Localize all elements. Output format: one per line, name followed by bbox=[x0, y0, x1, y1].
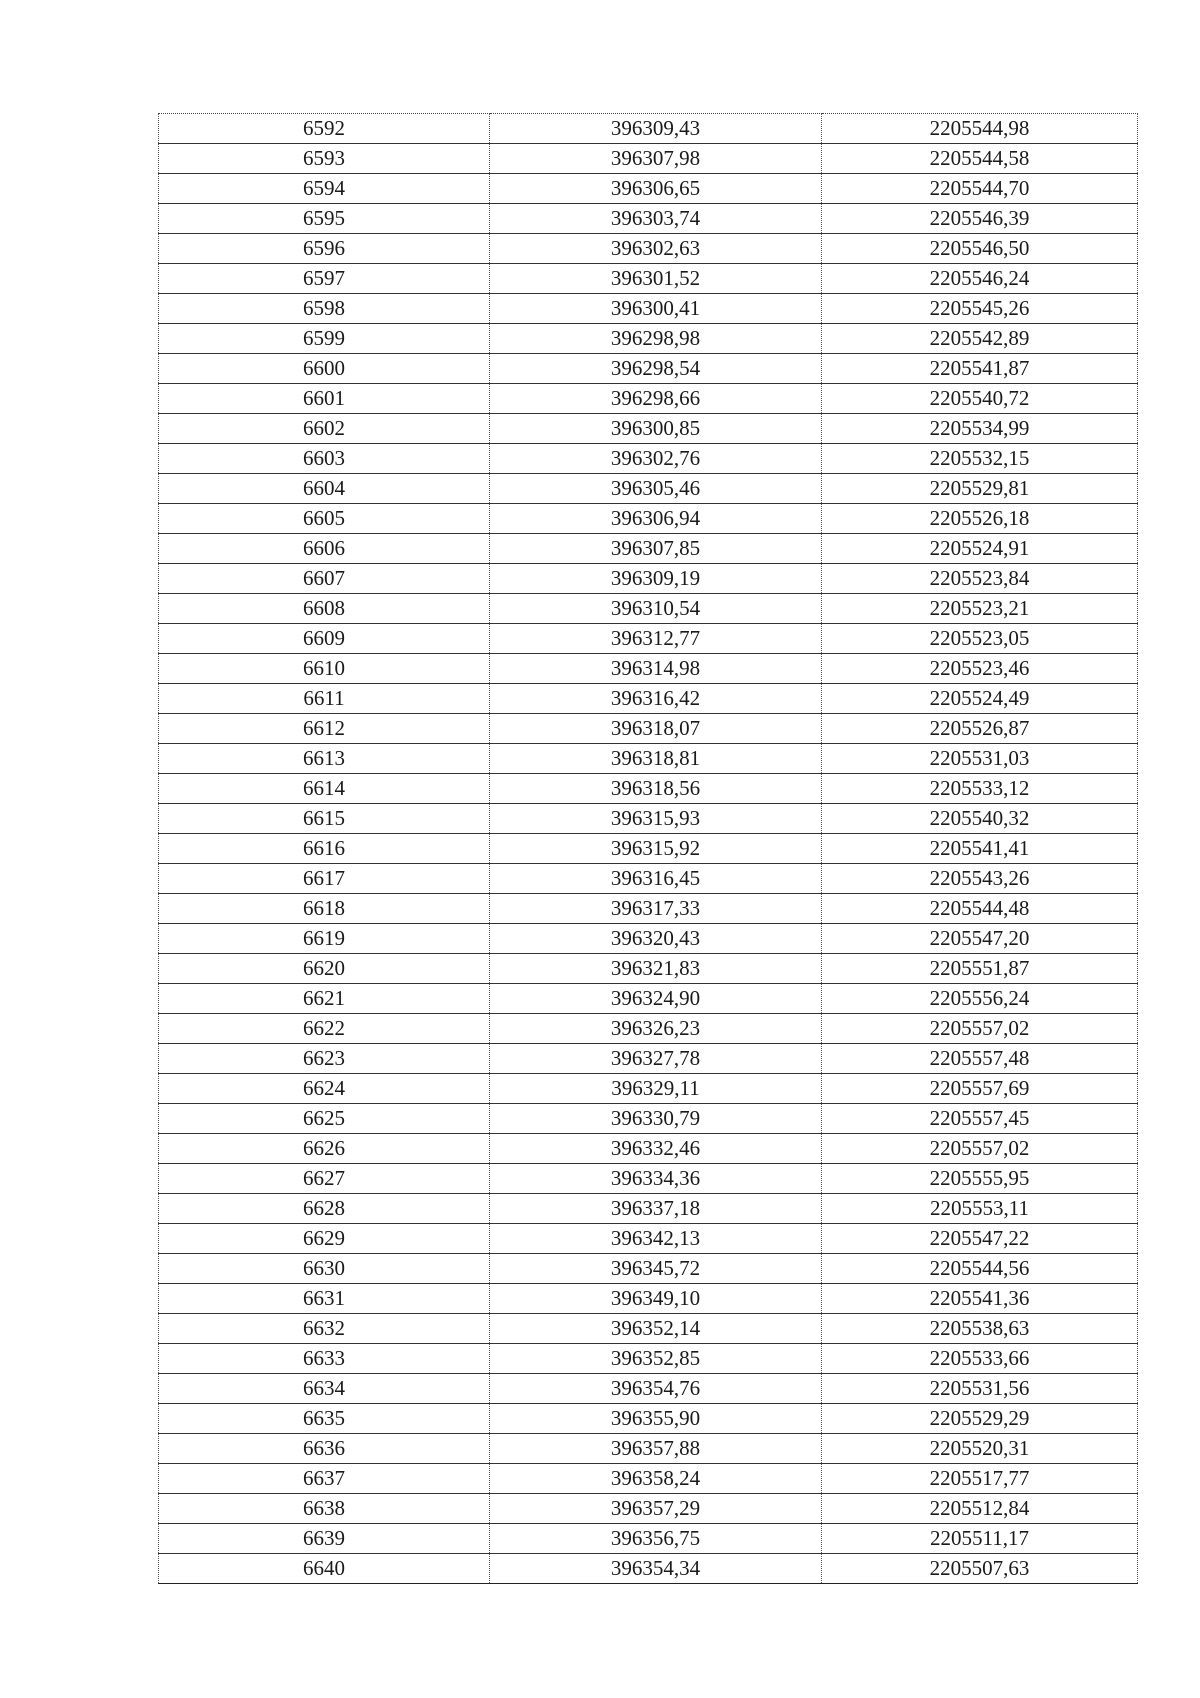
y-coordinate-cell: 2205557,69 bbox=[822, 1074, 1138, 1104]
x-coordinate-cell: 396310,54 bbox=[490, 594, 822, 624]
table-row bbox=[159, 1404, 1138, 1434]
point-number-cell: 6628 bbox=[159, 1194, 490, 1224]
x-coordinate-cell: 396312,77 bbox=[490, 624, 822, 654]
x-coordinate-cell: 396303,74 bbox=[490, 204, 822, 234]
point-number-cell: 6609 bbox=[159, 624, 490, 654]
table-row bbox=[159, 1254, 1138, 1284]
point-number-cell: 6606 bbox=[159, 534, 490, 564]
point-number-cell: 6631 bbox=[159, 1284, 490, 1314]
y-coordinate-cell: 2205533,66 bbox=[822, 1344, 1138, 1374]
table-row bbox=[159, 1134, 1138, 1164]
y-coordinate-cell: 2205546,24 bbox=[822, 264, 1138, 294]
y-coordinate-cell: 2205512,84 bbox=[822, 1494, 1138, 1524]
table-row bbox=[159, 534, 1138, 564]
point-number-cell: 6638 bbox=[159, 1494, 490, 1524]
y-coordinate-cell: 2205533,12 bbox=[822, 774, 1138, 804]
table-row bbox=[159, 414, 1138, 444]
y-coordinate-cell: 2205511,17 bbox=[822, 1524, 1138, 1554]
point-number-cell: 6620 bbox=[159, 954, 490, 984]
point-number-cell: 6639 bbox=[159, 1524, 490, 1554]
y-coordinate-cell: 2205523,46 bbox=[822, 654, 1138, 684]
x-coordinate-cell: 396355,90 bbox=[490, 1404, 822, 1434]
point-number-cell: 6593 bbox=[159, 144, 490, 174]
y-coordinate-cell: 2205546,39 bbox=[822, 204, 1138, 234]
table-row bbox=[159, 924, 1138, 954]
point-number-cell: 6616 bbox=[159, 834, 490, 864]
table-row bbox=[159, 594, 1138, 624]
y-coordinate-cell: 2205553,11 bbox=[822, 1194, 1138, 1224]
x-coordinate-cell: 396320,43 bbox=[490, 924, 822, 954]
y-coordinate-cell: 2205544,98 bbox=[822, 114, 1138, 144]
x-coordinate-cell: 396306,94 bbox=[490, 504, 822, 534]
table-row bbox=[159, 1494, 1138, 1524]
x-coordinate-cell: 396307,98 bbox=[490, 144, 822, 174]
x-coordinate-cell: 396314,98 bbox=[490, 654, 822, 684]
point-number-cell: 6632 bbox=[159, 1314, 490, 1344]
y-coordinate-cell: 2205544,70 bbox=[822, 174, 1138, 204]
y-coordinate-cell: 2205542,89 bbox=[822, 324, 1138, 354]
table-row bbox=[159, 1464, 1138, 1494]
y-coordinate-cell: 2205526,18 bbox=[822, 504, 1138, 534]
point-number-cell: 6633 bbox=[159, 1344, 490, 1374]
y-coordinate-cell: 2205557,02 bbox=[822, 1134, 1138, 1164]
x-coordinate-cell: 396315,93 bbox=[490, 804, 822, 834]
x-coordinate-cell: 396330,79 bbox=[490, 1104, 822, 1134]
y-coordinate-cell: 2205520,31 bbox=[822, 1434, 1138, 1464]
table-row bbox=[159, 1164, 1138, 1194]
point-number-cell: 6621 bbox=[159, 984, 490, 1014]
y-coordinate-cell: 2205523,21 bbox=[822, 594, 1138, 624]
x-coordinate-cell: 396356,75 bbox=[490, 1524, 822, 1554]
y-coordinate-cell: 2205541,36 bbox=[822, 1284, 1138, 1314]
point-number-cell: 6611 bbox=[159, 684, 490, 714]
point-number-cell: 6610 bbox=[159, 654, 490, 684]
x-coordinate-cell: 396318,81 bbox=[490, 744, 822, 774]
table-row bbox=[159, 684, 1138, 714]
table-row bbox=[159, 1554, 1138, 1584]
table-row bbox=[159, 1014, 1138, 1044]
x-coordinate-cell: 396305,46 bbox=[490, 474, 822, 504]
y-coordinate-cell: 2205524,91 bbox=[822, 534, 1138, 564]
table-row bbox=[159, 714, 1138, 744]
point-number-cell: 6602 bbox=[159, 414, 490, 444]
point-number-cell: 6624 bbox=[159, 1074, 490, 1104]
x-coordinate-cell: 396321,83 bbox=[490, 954, 822, 984]
x-coordinate-cell: 396318,07 bbox=[490, 714, 822, 744]
table-row bbox=[159, 744, 1138, 774]
table-row bbox=[159, 564, 1138, 594]
x-coordinate-cell: 396358,24 bbox=[490, 1464, 822, 1494]
point-number-cell: 6597 bbox=[159, 264, 490, 294]
point-number-cell: 6629 bbox=[159, 1224, 490, 1254]
x-coordinate-cell: 396342,13 bbox=[490, 1224, 822, 1254]
y-coordinate-cell: 2205557,02 bbox=[822, 1014, 1138, 1044]
x-coordinate-cell: 396309,43 bbox=[490, 114, 822, 144]
x-coordinate-cell: 396302,76 bbox=[490, 444, 822, 474]
table-row bbox=[159, 864, 1138, 894]
point-number-cell: 6603 bbox=[159, 444, 490, 474]
table-row bbox=[159, 234, 1138, 264]
x-coordinate-cell: 396318,56 bbox=[490, 774, 822, 804]
y-coordinate-cell: 2205531,56 bbox=[822, 1374, 1138, 1404]
table-row bbox=[159, 1104, 1138, 1134]
y-coordinate-cell: 2205517,77 bbox=[822, 1464, 1138, 1494]
point-number-cell: 6637 bbox=[159, 1464, 490, 1494]
x-coordinate-cell: 396298,54 bbox=[490, 354, 822, 384]
table-row bbox=[159, 504, 1138, 534]
x-coordinate-cell: 396349,10 bbox=[490, 1284, 822, 1314]
y-coordinate-cell: 2205523,05 bbox=[822, 624, 1138, 654]
table-row bbox=[159, 834, 1138, 864]
point-number-cell: 6623 bbox=[159, 1044, 490, 1074]
x-coordinate-cell: 396317,33 bbox=[490, 894, 822, 924]
table-row bbox=[159, 984, 1138, 1014]
point-number-cell: 6630 bbox=[159, 1254, 490, 1284]
x-coordinate-cell: 396337,18 bbox=[490, 1194, 822, 1224]
point-number-cell: 6595 bbox=[159, 204, 490, 234]
point-number-cell: 6635 bbox=[159, 1404, 490, 1434]
y-coordinate-cell: 2205507,63 bbox=[822, 1554, 1138, 1584]
x-coordinate-cell: 396345,72 bbox=[490, 1254, 822, 1284]
x-coordinate-cell: 396326,23 bbox=[490, 1014, 822, 1044]
table-row bbox=[159, 1224, 1138, 1254]
table-row bbox=[159, 654, 1138, 684]
point-number-cell: 6613 bbox=[159, 744, 490, 774]
y-coordinate-cell: 2205545,26 bbox=[822, 294, 1138, 324]
point-number-cell: 6614 bbox=[159, 774, 490, 804]
y-coordinate-cell: 2205541,87 bbox=[822, 354, 1138, 384]
point-number-cell: 6594 bbox=[159, 174, 490, 204]
table-row bbox=[159, 1074, 1138, 1104]
y-coordinate-cell: 2205540,32 bbox=[822, 804, 1138, 834]
y-coordinate-cell: 2205524,49 bbox=[822, 684, 1138, 714]
y-coordinate-cell: 2205523,84 bbox=[822, 564, 1138, 594]
x-coordinate-cell: 396329,11 bbox=[490, 1074, 822, 1104]
x-coordinate-cell: 396300,85 bbox=[490, 414, 822, 444]
y-coordinate-cell: 2205544,58 bbox=[822, 144, 1138, 174]
x-coordinate-cell: 396315,92 bbox=[490, 834, 822, 864]
table-row bbox=[159, 174, 1138, 204]
y-coordinate-cell: 2205531,03 bbox=[822, 744, 1138, 774]
x-coordinate-cell: 396300,41 bbox=[490, 294, 822, 324]
table-row bbox=[159, 624, 1138, 654]
point-number-cell: 6601 bbox=[159, 384, 490, 414]
x-coordinate-cell: 396352,85 bbox=[490, 1344, 822, 1374]
y-coordinate-cell: 2205532,15 bbox=[822, 444, 1138, 474]
point-number-cell: 6626 bbox=[159, 1134, 490, 1164]
table-row bbox=[159, 954, 1138, 984]
x-coordinate-cell: 396332,46 bbox=[490, 1134, 822, 1164]
x-coordinate-cell: 396327,78 bbox=[490, 1044, 822, 1074]
y-coordinate-cell: 2205544,56 bbox=[822, 1254, 1138, 1284]
x-coordinate-cell: 396301,52 bbox=[490, 264, 822, 294]
point-number-cell: 6618 bbox=[159, 894, 490, 924]
y-coordinate-cell: 2205555,95 bbox=[822, 1164, 1138, 1194]
table-row bbox=[159, 474, 1138, 504]
x-coordinate-cell: 396357,29 bbox=[490, 1494, 822, 1524]
y-coordinate-cell: 2205529,29 bbox=[822, 1404, 1138, 1434]
x-coordinate-cell: 396316,42 bbox=[490, 684, 822, 714]
table-row bbox=[159, 1284, 1138, 1314]
point-number-cell: 6636 bbox=[159, 1434, 490, 1464]
x-coordinate-cell: 396334,36 bbox=[490, 1164, 822, 1194]
point-number-cell: 6625 bbox=[159, 1104, 490, 1134]
point-number-cell: 6608 bbox=[159, 594, 490, 624]
point-number-cell: 6599 bbox=[159, 324, 490, 354]
x-coordinate-cell: 396324,90 bbox=[490, 984, 822, 1014]
point-number-cell: 6592 bbox=[159, 114, 490, 144]
table-row bbox=[159, 1524, 1138, 1554]
y-coordinate-cell: 2205557,48 bbox=[822, 1044, 1138, 1074]
point-number-cell: 6598 bbox=[159, 294, 490, 324]
y-coordinate-cell: 2205547,22 bbox=[822, 1224, 1138, 1254]
y-coordinate-cell: 2205546,50 bbox=[822, 234, 1138, 264]
point-number-cell: 6607 bbox=[159, 564, 490, 594]
y-coordinate-cell: 2205544,48 bbox=[822, 894, 1138, 924]
point-number-cell: 6634 bbox=[159, 1374, 490, 1404]
x-coordinate-cell: 396309,19 bbox=[490, 564, 822, 594]
table-row bbox=[159, 1434, 1138, 1464]
y-coordinate-cell: 2205547,20 bbox=[822, 924, 1138, 954]
point-number-cell: 6617 bbox=[159, 864, 490, 894]
point-number-cell: 6640 bbox=[159, 1554, 490, 1584]
y-coordinate-cell: 2205543,26 bbox=[822, 864, 1138, 894]
table-row bbox=[159, 1374, 1138, 1404]
table-row bbox=[159, 1314, 1138, 1344]
x-coordinate-cell: 396298,98 bbox=[490, 324, 822, 354]
coordinates-table bbox=[158, 113, 1138, 1584]
x-coordinate-cell: 396354,34 bbox=[490, 1554, 822, 1584]
y-coordinate-cell: 2205551,87 bbox=[822, 954, 1138, 984]
point-number-cell: 6600 bbox=[159, 354, 490, 384]
point-number-cell: 6619 bbox=[159, 924, 490, 954]
point-number-cell: 6612 bbox=[159, 714, 490, 744]
point-number-cell: 6605 bbox=[159, 504, 490, 534]
x-coordinate-cell: 396307,85 bbox=[490, 534, 822, 564]
coordinates-table-body bbox=[159, 114, 1138, 1584]
table-row bbox=[159, 384, 1138, 414]
y-coordinate-cell: 2205556,24 bbox=[822, 984, 1138, 1014]
point-number-cell: 6604 bbox=[159, 474, 490, 504]
y-coordinate-cell: 2205557,45 bbox=[822, 1104, 1138, 1134]
table-row bbox=[159, 804, 1138, 834]
point-number-cell: 6596 bbox=[159, 234, 490, 264]
x-coordinate-cell: 396316,45 bbox=[490, 864, 822, 894]
x-coordinate-cell: 396298,66 bbox=[490, 384, 822, 414]
y-coordinate-cell: 2205526,87 bbox=[822, 714, 1138, 744]
point-number-cell: 6622 bbox=[159, 1014, 490, 1044]
x-coordinate-cell: 396306,65 bbox=[490, 174, 822, 204]
table-row bbox=[159, 354, 1138, 384]
y-coordinate-cell: 2205529,81 bbox=[822, 474, 1138, 504]
x-coordinate-cell: 396352,14 bbox=[490, 1314, 822, 1344]
point-number-cell: 6627 bbox=[159, 1164, 490, 1194]
table-row bbox=[159, 294, 1138, 324]
y-coordinate-cell: 2205540,72 bbox=[822, 384, 1138, 414]
x-coordinate-cell: 396354,76 bbox=[490, 1374, 822, 1404]
table-row bbox=[159, 1344, 1138, 1374]
table-row bbox=[159, 1194, 1138, 1224]
y-coordinate-cell: 2205541,41 bbox=[822, 834, 1138, 864]
table-row bbox=[159, 114, 1138, 144]
x-coordinate-cell: 396357,88 bbox=[490, 1434, 822, 1464]
table-row bbox=[159, 774, 1138, 804]
y-coordinate-cell: 2205538,63 bbox=[822, 1314, 1138, 1344]
table-row bbox=[159, 144, 1138, 174]
table-row bbox=[159, 894, 1138, 924]
table-row bbox=[159, 324, 1138, 354]
y-coordinate-cell: 2205534,99 bbox=[822, 414, 1138, 444]
table-row bbox=[159, 444, 1138, 474]
point-number-cell: 6615 bbox=[159, 804, 490, 834]
table-row bbox=[159, 1044, 1138, 1074]
table-row bbox=[159, 204, 1138, 234]
x-coordinate-cell: 396302,63 bbox=[490, 234, 822, 264]
table-row bbox=[159, 264, 1138, 294]
